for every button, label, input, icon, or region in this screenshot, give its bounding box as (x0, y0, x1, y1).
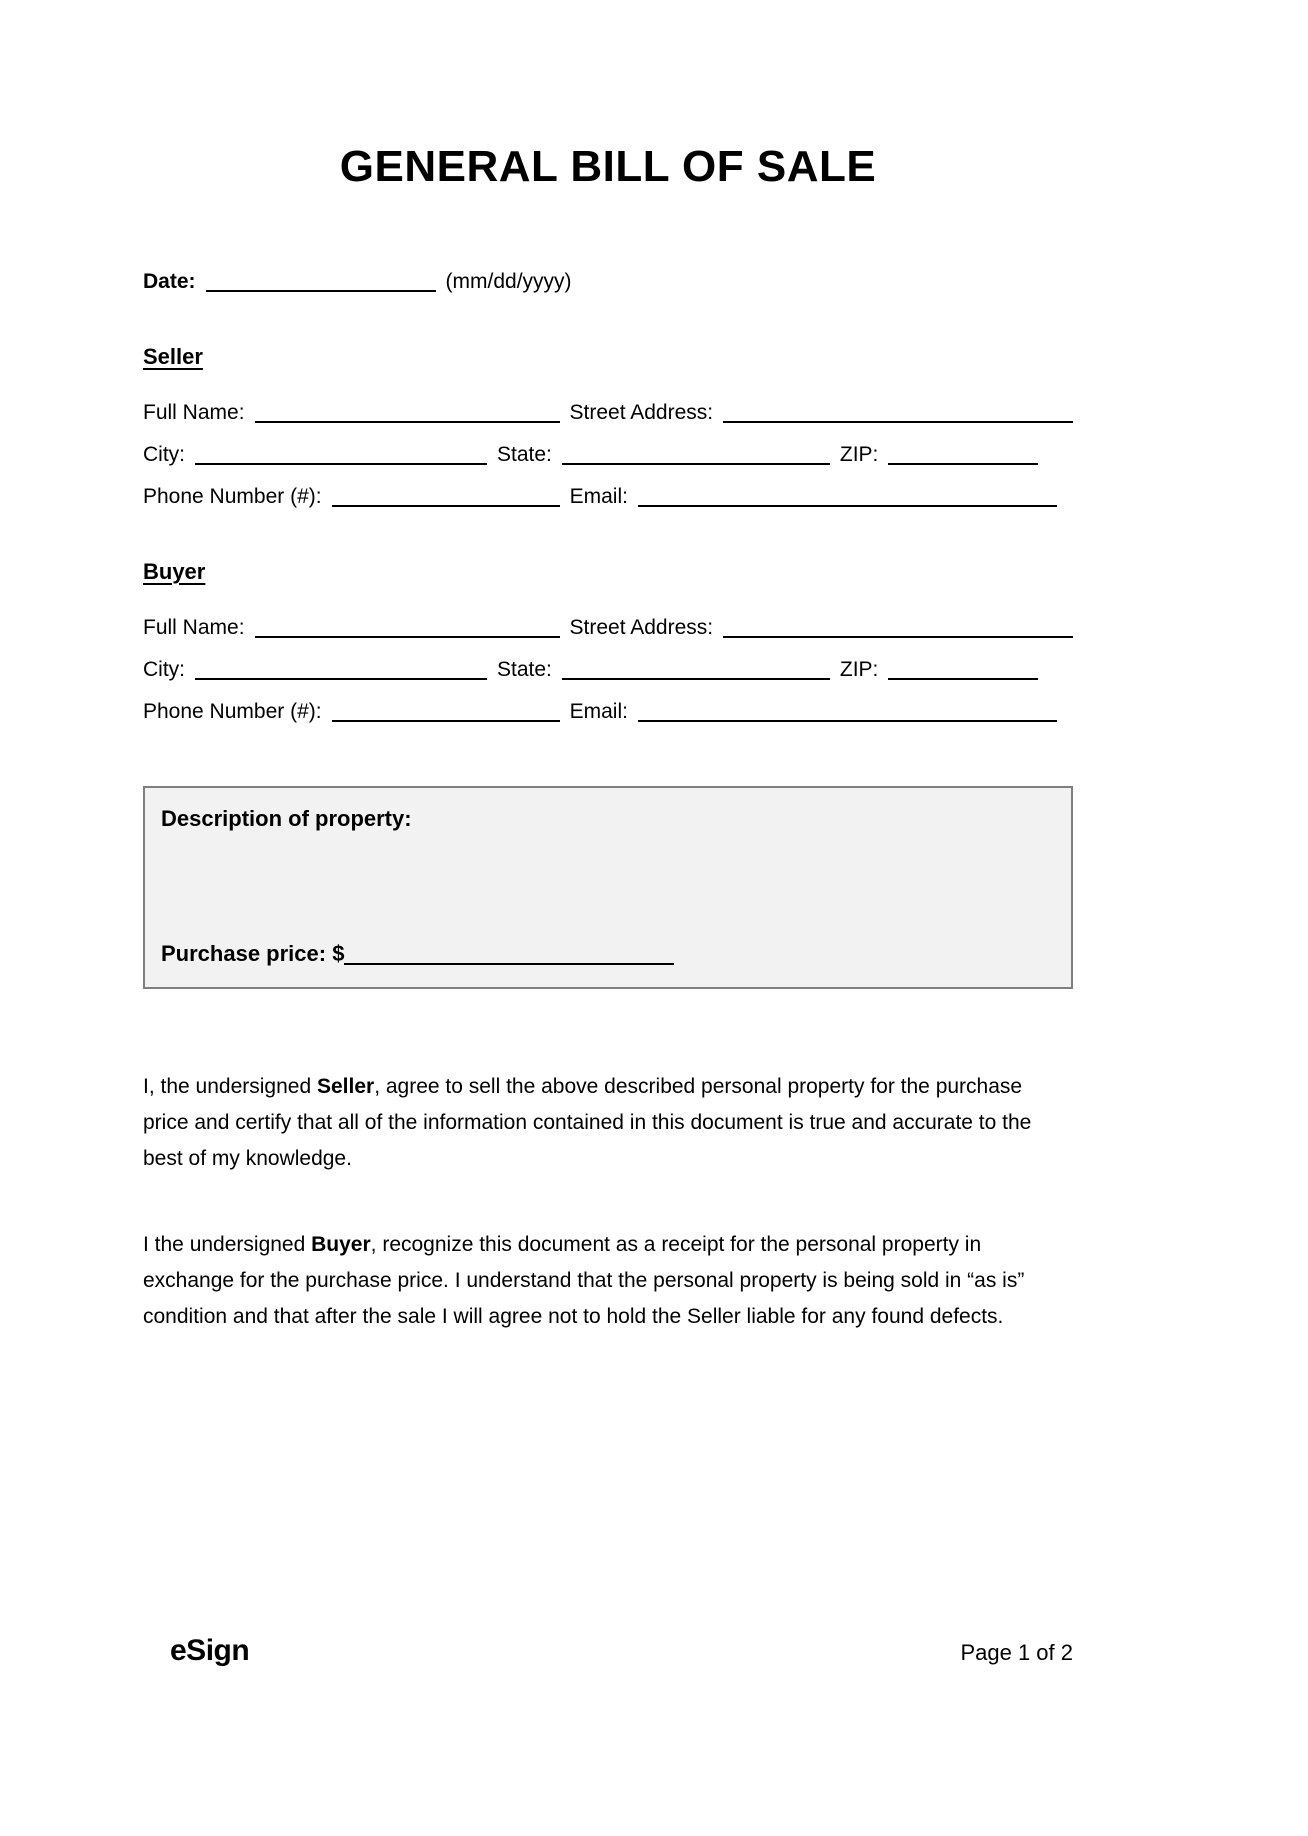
zip-blank-line (888, 443, 1038, 465)
property-description-box (143, 786, 1073, 989)
page-title: GENERAL BILL OF SALE (339, 142, 877, 191)
state-blank-line (562, 658, 830, 680)
esign-logo: eSign (170, 1634, 250, 1667)
city-label: City: (143, 443, 185, 466)
zip-label: ZIP: (839, 658, 879, 681)
paragraph-text: , recognize this document as a receipt for the personal property in exchange for the purchase price. I understand that the personal property is being sold in “as is” condition and that after the sale I will agree not to hold the Seller liable for any found defects. (143, 1233, 1025, 1328)
phone-blank-line (332, 700, 560, 722)
date-label: Date: (143, 270, 196, 293)
buyer-heading: Buyer (143, 559, 206, 584)
state-label: State: (497, 443, 552, 466)
buyer-section (143, 559, 1073, 724)
email-label: Email: (569, 485, 628, 508)
full-name-label: Full Name: (143, 401, 245, 424)
state-blank-line (562, 443, 830, 465)
document-page (0, 142, 1308, 1836)
purchase-price-label: Purchase price: $ (161, 941, 345, 966)
buyer-phone-row (143, 696, 1073, 724)
paragraph-text: I, the undersigned (143, 1075, 317, 1098)
purchase-price-row (161, 939, 1055, 967)
city-label: City: (143, 658, 185, 681)
seller-phone-row (143, 481, 1073, 509)
seller-heading: Seller (143, 344, 203, 369)
full-name-label: Full Name: (143, 616, 245, 639)
email-blank-line (638, 700, 1057, 722)
street-address-blank-line (723, 401, 1073, 423)
zip-label: ZIP: (839, 443, 879, 466)
seller-city-row (143, 439, 1073, 467)
street-address-label: Street Address: (569, 401, 714, 424)
email-blank-line (638, 485, 1057, 507)
buyer-agreement-paragraph (143, 1227, 1073, 1335)
email-label: Email: (569, 700, 628, 723)
state-label: State: (497, 658, 552, 681)
full-name-blank-line (255, 616, 560, 638)
phone-label: Phone Number (#): (143, 485, 322, 508)
buyer-word: Buyer (311, 1233, 371, 1256)
full-name-blank-line (255, 401, 560, 423)
paragraph-text: I the undersigned (143, 1233, 312, 1256)
page-footer (170, 1634, 1073, 1668)
city-blank-line (195, 443, 487, 465)
seller-name-row (143, 397, 1073, 425)
phone-blank-line (332, 485, 560, 507)
street-address-blank-line (723, 616, 1073, 638)
date-row (143, 266, 1073, 294)
date-format-hint: (mm/dd/yyyy) (445, 270, 572, 293)
zip-blank-line (888, 658, 1038, 680)
seller-section (143, 344, 1073, 509)
paragraph-text: , agree to sell the above described personal property for the purchase price and certify that all of the information contained in this document is true and accurate to the best of my knowledge. (143, 1075, 1032, 1170)
page-number: Page 1 of 2 (960, 1640, 1073, 1665)
purchase-price-blank-line (344, 943, 674, 965)
buyer-city-row (143, 654, 1073, 682)
seller-word: Seller (316, 1075, 375, 1098)
street-address-label: Street Address: (569, 616, 714, 639)
description-of-property-label: Description of property: (161, 806, 412, 831)
seller-agreement-paragraph (143, 1069, 1073, 1177)
city-blank-line (195, 658, 487, 680)
date-blank-line (206, 270, 436, 292)
buyer-name-row (143, 612, 1073, 640)
phone-label: Phone Number (#): (143, 700, 322, 723)
